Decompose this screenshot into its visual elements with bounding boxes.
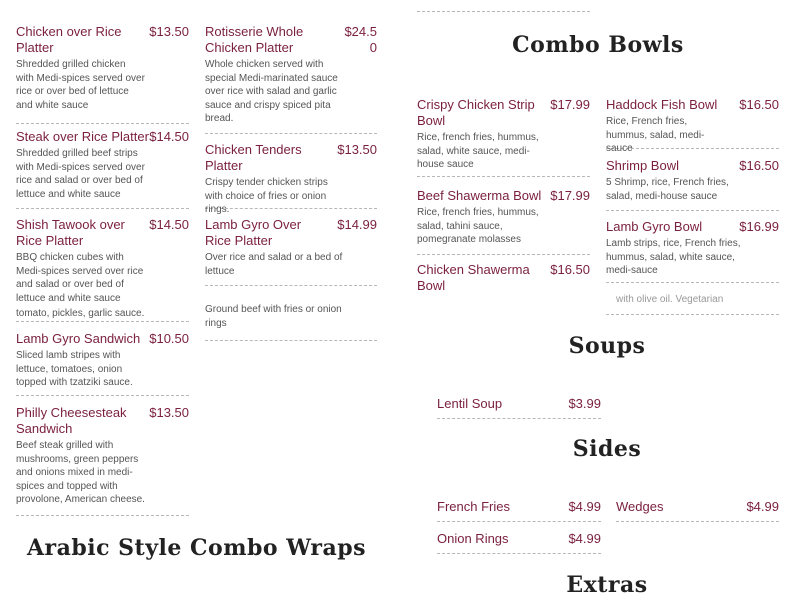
menu-item-lamb-gyro-sandwich[interactable] (16, 331, 189, 396)
menu-item-shrimp-bowl[interactable] (606, 158, 779, 211)
item-price: $4.99 (568, 531, 601, 546)
menu-item-beef-shawerma-bowl[interactable] (417, 188, 590, 255)
item-name: Steak over Rice Platter (16, 129, 149, 144)
item-price: $24.5 0 (344, 24, 377, 55)
item-name: Onion Rings (437, 531, 509, 546)
item-price: $17.99 (550, 188, 590, 203)
menu-item-onion-rings[interactable] (437, 531, 601, 554)
item-description: Sliced lamb stripes with lettuce, tomatoes, onion topped with tzatziki sauce. (16, 350, 133, 388)
item-description: 5 Shrimp, rice, French fries, salad, medi-house sauce (606, 177, 729, 202)
item-description: Rice, French fries, hummus, salad, medi-sauce (606, 116, 705, 154)
top-divider (417, 11, 590, 12)
menu-item-chicken-shawerma-bowl[interactable] (417, 262, 590, 297)
item-price: $16.50 (739, 158, 779, 173)
item-name: Chicken Tenders Platter (205, 142, 302, 173)
item-description: BBQ chicken cubes with Medi-spices served over rice and salad or over bed of lettuce and white sauce (16, 252, 144, 304)
item-name: Philly Cheesesteak Sandwich (16, 405, 127, 436)
menu-item-rotisserie-chicken[interactable] (205, 24, 377, 134)
item-name: Chicken Shawerma Bowl (417, 262, 530, 293)
item-name: Lamb Gyro Sandwich (16, 331, 141, 346)
item-price: $16.50 (739, 97, 779, 112)
item-price: $13.50 (337, 142, 377, 157)
item-name: Lentil Soup (437, 396, 503, 411)
item-description: Rice, french fries, hummus, salad, white sauce, medi-house sauce (417, 132, 539, 170)
item-description: Beef steak grilled with mushrooms, green peppers and onions mixed in medi-spices and topped with provolone, American cheese. (16, 440, 145, 505)
menu-item-haddock-fish-bowl[interactable] (606, 97, 779, 154)
section-heading-combo-bowls: Combo Bowls (512, 32, 684, 58)
item-name: Beef Shawerma Bowl (417, 188, 542, 203)
item-price: $14.99 (337, 217, 377, 232)
section-heading-combo-wraps: Arabic Style Combo Wraps (26, 535, 367, 561)
item-name: Haddock Fish Bowl (606, 97, 718, 112)
menu-item-wedges[interactable] (616, 499, 779, 522)
menu-item-lamb-gyro-bowl[interactable] (606, 219, 779, 283)
menu-item-crispy-chicken-bowl[interactable] (417, 97, 590, 177)
item-description: Lamb strips, rice, French fries, hummus, salad, white sauce, medi-sauce (606, 238, 741, 276)
section-heading-soups: Soups (568, 333, 646, 359)
item-description: Over rice and salad or a bed of lettuce (205, 252, 343, 277)
menu-item-steak-over-rice[interactable] (16, 129, 189, 209)
item-price: $10.50 (149, 331, 189, 346)
item-description: Rice, french fries, hummus, salad, tahini sauce, pomegranate molasses (417, 207, 539, 245)
item-description: Crispy tender chicken strips with choice of fries or onion rings. (205, 177, 328, 215)
item-description: Ground beef with fries or onion rings (205, 304, 342, 329)
item-price: $13.50 (149, 405, 189, 420)
item-name: Shrimp Bowl (606, 158, 679, 173)
item-price: $13.50 (149, 24, 189, 39)
overlapping-description-fragment: tomato, pickles, garlic sauce. (16, 308, 145, 319)
item-description: Whole chicken served with special Medi-marinated sauce over rice with salad and garlic sauce and crispy spiced pita bread. (205, 59, 338, 124)
item-price: $14.50 (149, 129, 189, 144)
menu-item-clipped[interactable] (205, 303, 377, 341)
menu-item-french-fries[interactable] (437, 499, 601, 522)
item-price: $4.99 (568, 499, 601, 514)
item-price: $16.50 (550, 262, 590, 277)
menu-item-shish-tawook[interactable] (16, 217, 189, 322)
item-name: Chicken over Rice Platter (16, 24, 122, 55)
item-price: $3.99 (568, 396, 601, 411)
item-name: Lamb Gyro Over Rice Platter (205, 217, 302, 248)
item-name: Rotisserie Whole Chicken Platter (205, 24, 304, 55)
item-price: $17.99 (550, 97, 590, 112)
item-name: Crispy Chicken Strip Bowl (417, 97, 535, 128)
section-heading-sides: Sides (572, 436, 642, 462)
item-description: Shredded grilled chicken with Medi-spices served over rice or over bed of lettuce and white sauce (16, 59, 145, 111)
item-price: $14.50 (149, 217, 189, 232)
item-description: Shredded grilled beef strips with Medi-spices served over rice and salad or over bed of lettuce and white sauce (16, 148, 145, 200)
item-description-fragment: with olive oil. Vegetarian (616, 294, 724, 305)
item-name: Shish Tawook over Rice Platter (16, 217, 125, 248)
menu-item-chicken-over-rice[interactable] (16, 24, 189, 124)
section-heading-extras: Extras (566, 572, 648, 598)
item-price: $4.99 (746, 499, 779, 514)
item-name: Lamb Gyro Bowl (606, 219, 703, 234)
menu-item-lamb-gyro-over-rice[interactable] (205, 217, 377, 286)
item-name: Wedges (616, 499, 664, 514)
item-name: French Fries (437, 499, 510, 514)
menu-item-lentil-soup[interactable] (437, 396, 601, 419)
menu-item-philly-cheesesteak[interactable] (16, 405, 189, 516)
menu-item-chicken-tenders[interactable] (205, 142, 377, 215)
menu-item-clipped-right (606, 291, 779, 315)
item-price: $16.99 (739, 219, 779, 234)
